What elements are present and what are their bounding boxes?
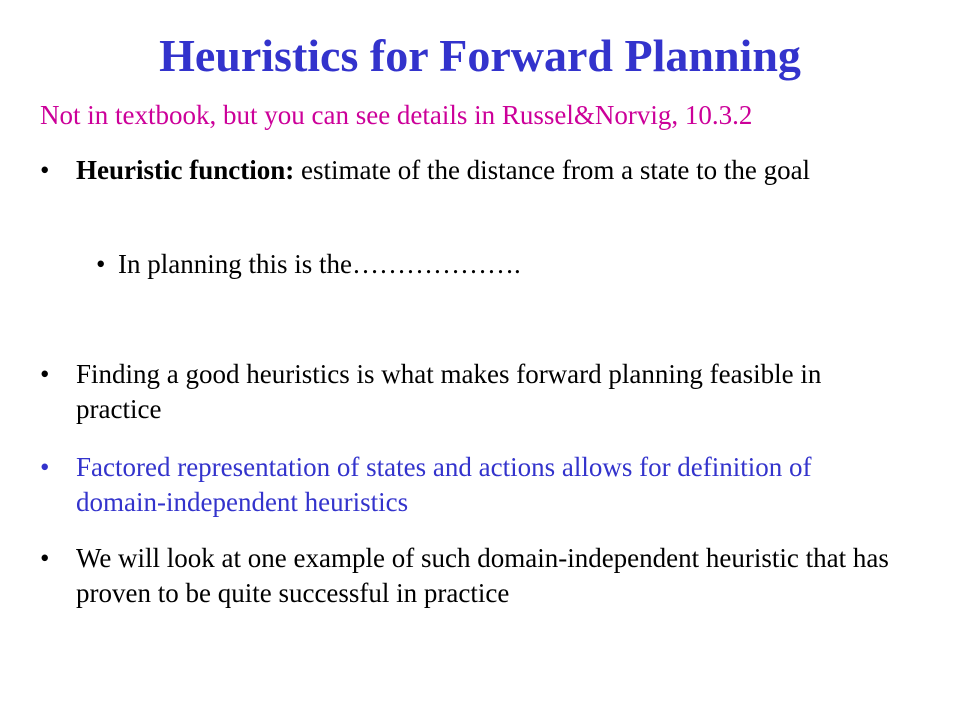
- bullet-dot: •: [40, 452, 50, 482]
- bullet-dot: •: [40, 359, 50, 389]
- bullet-example-heuristic: [40, 541, 900, 611]
- bullet-good-heuristics: [40, 357, 900, 427]
- sub-bullet-dot: •: [96, 249, 106, 279]
- bullet-text: [76, 153, 900, 188]
- bullet-bold-lead: Heuristic function:: [76, 155, 295, 185]
- slide-subtitle: Not in textbook, but you can see details in Russel&Norvig, 10.3.2: [40, 100, 753, 130]
- bullet-text: Finding a good heuristics is what makes forward planning feasible in practice: [76, 359, 822, 424]
- sub-bullet-text: In planning this is the……………….: [118, 249, 521, 279]
- bullet-factored-representation: [40, 450, 900, 520]
- bullet-body: estimate of the distance from a state to the goal: [294, 155, 811, 185]
- bullet-dot: •: [40, 155, 50, 185]
- slide-title: Heuristics for Forward Planning: [159, 30, 801, 81]
- bullet-text: Factored representation of states and actions allows for definition of domain-independent heuristics: [76, 452, 812, 517]
- bullet-dot: •: [40, 543, 50, 573]
- bullet-heuristic-function: [40, 153, 900, 188]
- bullet-text: We will look at one example of such domain-independent heuristic that has proven to be quite successful in practice: [76, 543, 889, 608]
- sub-bullet-planning: [96, 247, 896, 282]
